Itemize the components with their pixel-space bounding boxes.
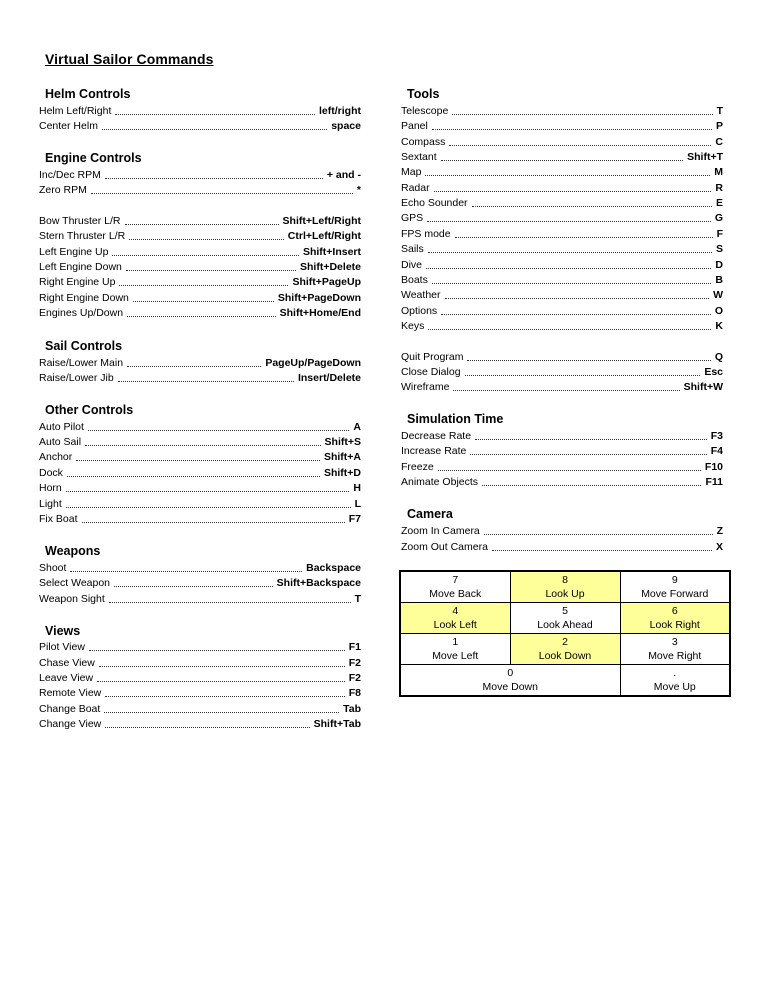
command-key: Shift+Tab — [313, 718, 361, 730]
command-key: Esc — [704, 366, 723, 378]
command-row — [401, 210, 723, 225]
command-row — [401, 318, 723, 333]
command-label: Options — [401, 305, 438, 317]
command-key: Shift+A — [323, 451, 361, 463]
command-row — [39, 355, 361, 370]
command-key: F2 — [348, 657, 361, 669]
keypad-key: 3 — [671, 636, 678, 648]
other-controls-heading: Other Controls — [45, 403, 134, 417]
command-key: F — [716, 228, 723, 240]
command-row — [39, 685, 361, 700]
command-row — [401, 459, 723, 474]
command-key: Z — [716, 525, 723, 537]
command-key: Shift+Delete — [300, 261, 361, 273]
command-key: K — [715, 320, 723, 332]
camera-heading: Camera — [407, 507, 453, 521]
keypad-action: Look Up — [545, 588, 585, 600]
command-label: Echo Sounder — [401, 197, 468, 209]
command-key: Shift+PageUp — [292, 276, 361, 288]
command-row — [39, 167, 361, 182]
command-key: + and - — [326, 169, 361, 181]
keypad-cell-highlighted — [400, 603, 510, 634]
keypad-action: Look Left — [433, 619, 477, 631]
command-key: Q — [714, 351, 723, 363]
keypad-key: 7 — [452, 574, 459, 586]
command-key: Shift+T — [687, 151, 723, 163]
command-row — [39, 182, 361, 197]
command-label: Remote View — [39, 687, 102, 699]
command-row — [39, 103, 361, 118]
command-label: Shoot — [39, 562, 67, 574]
command-row — [39, 496, 361, 511]
command-row — [39, 274, 361, 289]
command-row — [401, 103, 723, 118]
command-label: Increase Rate — [401, 445, 467, 457]
command-row — [39, 560, 361, 575]
command-label: Sails — [401, 243, 424, 255]
command-label: Pilot View — [39, 641, 85, 653]
command-label: Raise/Lower Jib — [39, 372, 114, 384]
document-title: Virtual Sailor Commands — [45, 51, 214, 67]
command-row — [401, 539, 723, 554]
command-row — [39, 259, 361, 274]
keypad-cell — [400, 634, 510, 665]
command-label: Keys — [401, 320, 425, 332]
command-row — [39, 716, 361, 731]
command-label: Horn — [39, 482, 62, 494]
command-label: Boats — [401, 274, 428, 286]
helm-controls-heading: Helm Controls — [45, 87, 131, 101]
command-key: * — [356, 184, 361, 196]
keypad-cell — [620, 571, 730, 603]
command-key: F3 — [710, 430, 723, 442]
command-label: Map — [401, 166, 422, 178]
engine-controls-heading: Engine Controls — [45, 151, 142, 165]
command-row — [401, 272, 723, 287]
keypad-key: . — [673, 667, 677, 679]
weapons-heading: Weapons — [45, 544, 101, 558]
command-row — [39, 701, 361, 716]
keypad-cell — [620, 634, 730, 665]
command-row — [39, 655, 361, 670]
command-key: H — [353, 482, 361, 494]
keypad-key: 2 — [562, 636, 568, 648]
command-row — [39, 575, 361, 590]
command-row — [401, 443, 723, 458]
command-row — [39, 591, 361, 606]
command-label: Light — [39, 498, 62, 510]
command-label: Raise/Lower Main — [39, 357, 124, 369]
keypad-key: 9 — [671, 574, 678, 586]
command-row — [39, 419, 361, 434]
keypad-action: Move Back — [429, 588, 482, 600]
command-row — [401, 523, 723, 538]
command-label: Auto Sail — [39, 436, 82, 448]
command-key: B — [715, 274, 723, 286]
views-heading: Views — [45, 624, 81, 638]
command-key: left/right — [319, 105, 361, 117]
keypad-cell-highlighted — [510, 571, 620, 603]
keypad-cell-highlighted — [620, 603, 730, 634]
command-key: R — [715, 182, 723, 194]
keypad-cell — [620, 665, 730, 697]
command-row — [401, 474, 723, 489]
command-label: Change Boat — [39, 703, 101, 715]
command-key: A — [353, 421, 361, 433]
command-key: C — [715, 136, 723, 148]
command-row — [39, 244, 361, 259]
command-row — [39, 370, 361, 385]
keypad-action: Move Up — [653, 681, 696, 693]
command-row — [401, 241, 723, 256]
command-row — [401, 379, 723, 394]
command-row — [401, 303, 723, 318]
command-row — [401, 257, 723, 272]
command-key: space — [331, 120, 361, 132]
command-label: Telescope — [401, 105, 449, 117]
command-key: X — [715, 541, 723, 553]
command-row — [401, 195, 723, 210]
command-label: Right Engine Down — [39, 292, 129, 304]
keypad-cell-highlighted — [510, 634, 620, 665]
command-label: Left Engine Up — [39, 246, 109, 258]
command-label: Leave View — [39, 672, 94, 684]
keypad-action: Move Right — [648, 650, 702, 662]
command-label: Zoom In Camera — [401, 525, 480, 537]
command-label: Engines Up/Down — [39, 307, 124, 319]
command-row — [39, 118, 361, 133]
command-row — [39, 670, 361, 685]
command-row — [39, 228, 361, 243]
keypad-key: 8 — [562, 574, 568, 586]
command-label: Dive — [401, 259, 423, 271]
keypad-cell — [400, 571, 510, 603]
command-key: D — [715, 259, 723, 271]
command-label: Left Engine Down — [39, 261, 122, 273]
command-key: Shift+D — [323, 467, 361, 479]
command-label: Right Engine Up — [39, 276, 116, 288]
command-key: Shift+Left/Right — [282, 215, 361, 227]
command-row — [39, 449, 361, 464]
command-label: Change View — [39, 718, 102, 730]
command-label: Weapon Sight — [39, 593, 105, 605]
command-row — [39, 305, 361, 320]
command-row — [39, 511, 361, 526]
command-key: Shift+Home/End — [279, 307, 361, 319]
command-label: Anchor — [39, 451, 73, 463]
command-key: F4 — [710, 445, 723, 457]
command-label: Stern Thruster L/R — [39, 230, 126, 242]
command-key: F1 — [348, 641, 361, 653]
camera-keypad-grid — [399, 570, 731, 697]
command-row — [39, 639, 361, 654]
command-key: O — [714, 305, 723, 317]
command-label: Inc/Dec RPM — [39, 169, 101, 181]
command-row — [401, 118, 723, 133]
command-key: Shift+Insert — [302, 246, 361, 258]
command-label: Sextant — [401, 151, 437, 163]
command-row — [401, 364, 723, 379]
keypad-cell-wide — [400, 665, 620, 697]
command-label: Dock — [39, 467, 63, 479]
command-key: T — [716, 105, 723, 117]
keypad-key: 1 — [452, 636, 459, 648]
command-label: Weather — [401, 289, 441, 301]
sail-controls-heading: Sail Controls — [45, 339, 123, 353]
command-key: L — [354, 498, 361, 510]
command-row — [401, 349, 723, 364]
command-key: T — [354, 593, 361, 605]
command-key: W — [713, 289, 723, 301]
command-label: Wireframe — [401, 381, 450, 393]
command-row — [401, 226, 723, 241]
command-row — [39, 465, 361, 480]
command-label: Quit Program — [401, 351, 464, 363]
command-row — [39, 434, 361, 449]
command-row — [401, 180, 723, 195]
command-label: GPS — [401, 212, 424, 224]
command-row — [39, 213, 361, 228]
command-label: Center Helm — [39, 120, 98, 132]
command-key: M — [714, 166, 723, 178]
command-row — [401, 164, 723, 179]
command-key: Backspace — [306, 562, 361, 574]
command-key: P — [715, 120, 723, 132]
command-row — [401, 149, 723, 164]
command-label: Zero RPM — [39, 184, 87, 196]
command-key: Shift+PageDown — [277, 292, 361, 304]
command-key: Shift+S — [324, 436, 361, 448]
keypad-key: 5 — [562, 605, 568, 617]
command-row — [401, 134, 723, 149]
command-key: Insert/Delete — [297, 372, 361, 384]
command-key: F8 — [348, 687, 361, 699]
command-label: Zoom Out Camera — [401, 541, 488, 553]
keypad-action: Move Down — [482, 681, 538, 693]
command-key: Shift+W — [683, 381, 723, 393]
command-row — [401, 428, 723, 443]
command-label: Bow Thruster L/R — [39, 215, 121, 227]
command-label: Compass — [401, 136, 446, 148]
tools-heading: Tools — [407, 87, 440, 101]
command-label: Select Weapon — [39, 577, 111, 589]
command-key: G — [714, 212, 723, 224]
keypad-action: Look Right — [649, 619, 700, 631]
command-label: Helm Left/Right — [39, 105, 112, 117]
simulation-time-heading: Simulation Time — [407, 412, 504, 426]
command-label: FPS mode — [401, 228, 451, 240]
command-key: E — [715, 197, 723, 209]
command-row — [401, 287, 723, 302]
command-label: Chase View — [39, 657, 95, 669]
command-label: Panel — [401, 120, 428, 132]
keypad-key: 4 — [452, 605, 459, 617]
command-key: F2 — [348, 672, 361, 684]
command-key: F7 — [348, 513, 361, 525]
keypad-action: Move Forward — [641, 588, 709, 600]
keypad-action: Look Down — [538, 650, 592, 662]
command-key: Shift+Backspace — [276, 577, 361, 589]
keypad-key: 6 — [671, 605, 678, 617]
command-key: Ctrl+Left/Right — [287, 230, 361, 242]
command-label: Animate Objects — [401, 476, 479, 488]
command-label: Fix Boat — [39, 513, 78, 525]
keypad-action: Move Left — [432, 650, 479, 662]
command-key: F11 — [705, 476, 723, 488]
command-key: S — [715, 243, 723, 255]
command-label: Freeze — [401, 461, 434, 473]
keypad-action: Look Ahead — [537, 619, 593, 631]
command-row — [39, 290, 361, 305]
keypad-cell — [510, 603, 620, 634]
command-label: Decrease Rate — [401, 430, 472, 442]
command-label: Auto Pilot — [39, 421, 84, 433]
command-row — [39, 480, 361, 495]
command-label: Close Dialog — [401, 366, 461, 378]
keypad-key: 0 — [507, 667, 514, 679]
command-key: PageUp/PageDown — [265, 357, 361, 369]
command-key: Tab — [343, 703, 361, 715]
command-key: F10 — [704, 461, 723, 473]
command-label: Radar — [401, 182, 430, 194]
